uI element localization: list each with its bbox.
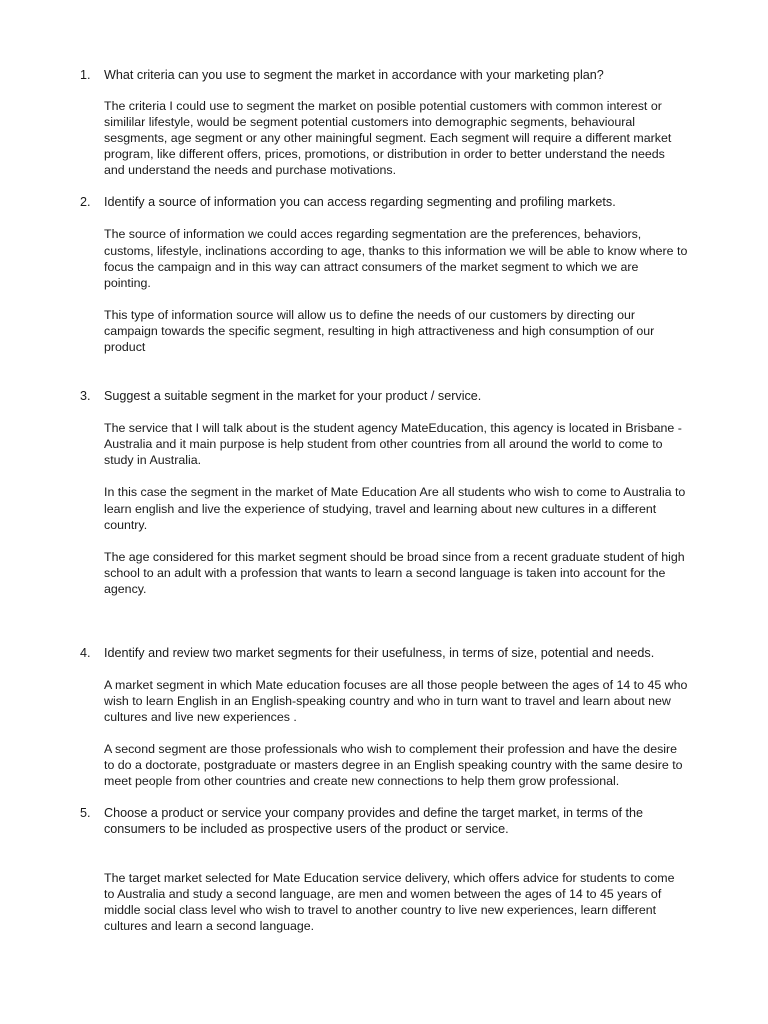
answer-paragraph: The target market selected for Mate Education service delivery, which offers advice for students to come to Australia and study a second language, are men and women between the ages of 14 to 45 years of middle social class level who wish to travel to another country to live new experiences, learn different cultures and learn a second language. (104, 870, 675, 933)
question-1 (80, 67, 688, 83)
question-number: 4. (80, 645, 91, 660)
question-text: Choose a product or service your company provides and define the target market, in terms of the consumers to be included as prospective users of the product or service. (104, 805, 644, 836)
question-text: Identify a source of information you can access regarding segmenting and profiling markets. (104, 195, 616, 210)
answer-paragraph: The source of information we could acces regarding segmentation are the preferences, behaviors, customs, lifestyle, inclinations according to age, thanks to this information we will be able to know where to focus the campaign and in this way can attract consumers of the market segment to which we are pointing. (104, 227, 688, 290)
question-number: 2. (80, 195, 91, 210)
question-5 (80, 805, 688, 837)
question-text: What criteria can you use to segment the market in accordance with your marketing plan? (104, 68, 604, 82)
answer-paragraph: A market segment in which Mate education focuses are all those people between the ages of 14 to 45 who wish to learn English in an English-speaking country and who in turn want to travel and learn about new cultures and live new experiences . (104, 677, 688, 725)
question-2 (80, 194, 688, 210)
answer-paragraph: The service that I will talk about is the student agency MateEducation, this agency is located in Brisbane - Australia and it main purpose is help student from other countries from all around the world to come to study in Australia. (104, 421, 682, 468)
answer-paragraph: The criteria I could use to segment the market on posible potential customers with common interest or simililar lifestyle, would be segment potential customers into demographic segments, behavioural sesgments, age segment or any other mainingful segment. Each segment will require a different market program, like different offers, prices, promotions, or distribution in order to better understand the needs and understand the needs and purchase motivations. (104, 99, 672, 178)
answer-paragraph: In this case the segment in the market of Mate Education Are all students who wish to come to Australia to learn english and live the experience of studying, travel and learning about new cultures in a different country. (104, 485, 686, 532)
answer-paragraph: This type of information source will allow us to define the needs of our customers by directing our campaign towards the specific segment, resulting in high attractiveness and high consumption of our product (104, 307, 655, 355)
question-text: Identify and review two market segments for their usefulness, in terms of size, potential and needs. (104, 645, 655, 660)
answer-paragraph: A second segment are those professionals who wish to complement their profession and have the desire to do a doctorate, postgraduate or masters degree in an English speaking country with the same desire to meet people from other countries and create new connections to help them grow professional. (104, 742, 683, 789)
question-4 (80, 645, 688, 661)
question-text: Suggest a suitable segment in the market for your product / service. (104, 389, 482, 404)
question-number: 3. (80, 389, 91, 404)
answer-paragraph: The age considered for this market segment should be broad since from a recent graduate student of high school to an adult with a profession that wants to learn a second language is taken into account for the agency. (104, 549, 685, 596)
question-3 (80, 388, 688, 404)
question-number: 1. (80, 68, 91, 82)
question-number: 5. (80, 805, 91, 820)
